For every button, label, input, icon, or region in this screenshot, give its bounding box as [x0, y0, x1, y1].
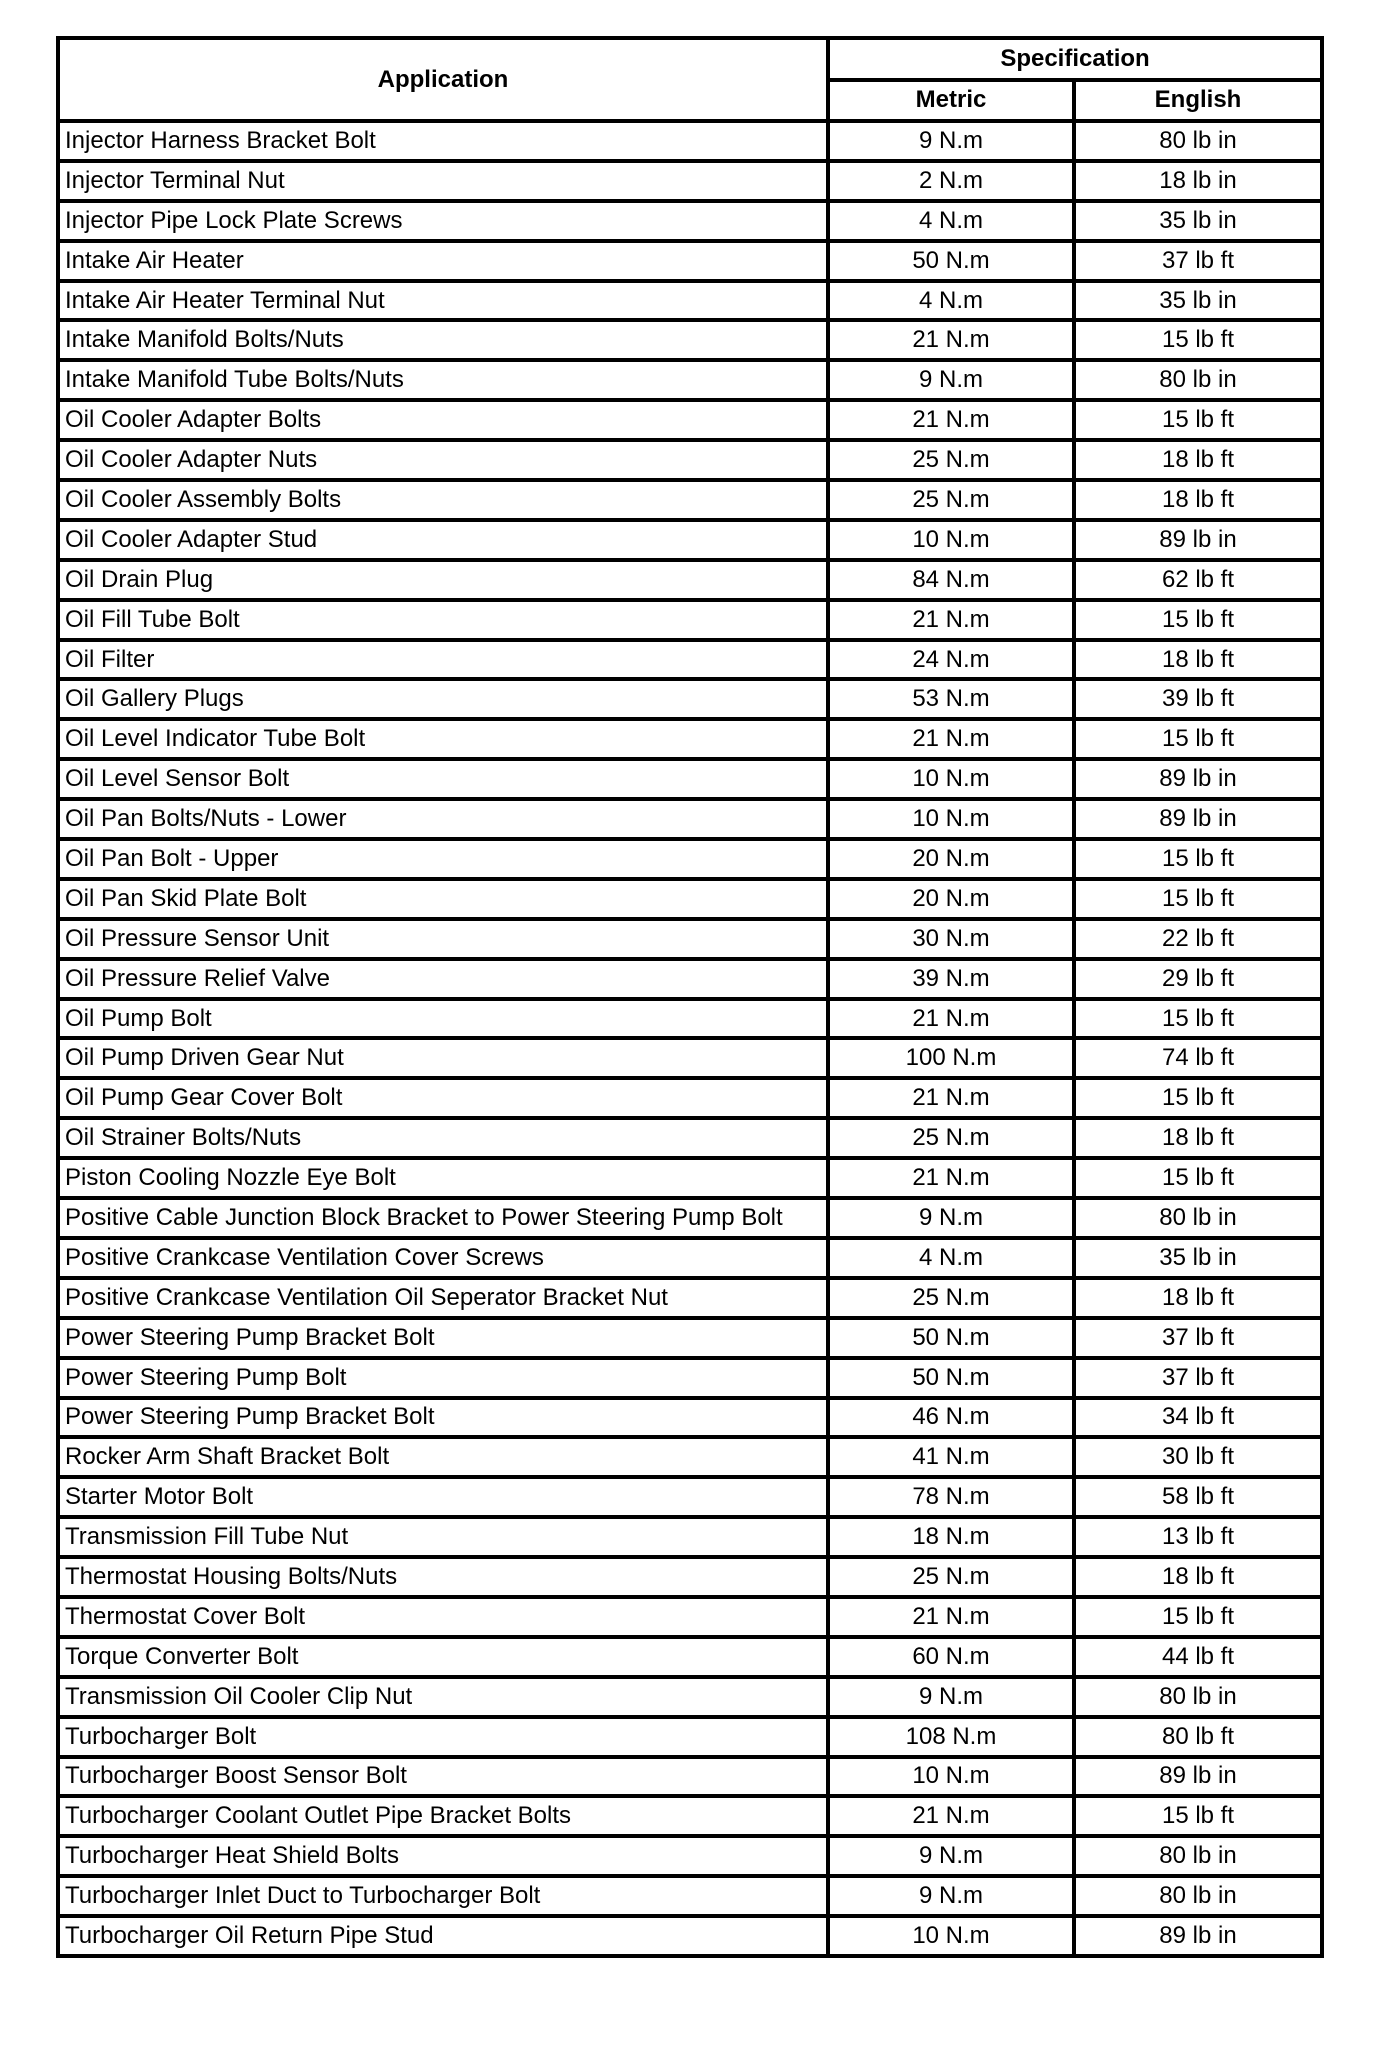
- application-cell: Injector Pipe Lock Plate Screws: [58, 201, 828, 241]
- table-row: [58, 600, 1322, 640]
- table-row: [58, 999, 1322, 1039]
- english-cell: 89 lb in: [1074, 1916, 1322, 1956]
- table-row: [58, 959, 1322, 999]
- table-row: [58, 1358, 1322, 1398]
- table-row: [58, 759, 1322, 799]
- english-cell: 37 lb ft: [1074, 1318, 1322, 1358]
- table-row: [58, 1038, 1322, 1078]
- metric-cell: 39 N.m: [828, 959, 1074, 999]
- application-cell: Intake Manifold Bolts/Nuts: [58, 320, 828, 360]
- metric-cell: 21 N.m: [828, 1796, 1074, 1836]
- english-cell: 18 lb ft: [1074, 1278, 1322, 1318]
- application-cell: Oil Pressure Sensor Unit: [58, 919, 828, 959]
- metric-cell: 25 N.m: [828, 1557, 1074, 1597]
- table-row: [58, 1637, 1322, 1677]
- table-row: [58, 1597, 1322, 1637]
- application-cell: Injector Harness Bracket Bolt: [58, 121, 828, 161]
- application-cell: Transmission Fill Tube Nut: [58, 1517, 828, 1557]
- application-cell: Thermostat Housing Bolts/Nuts: [58, 1557, 828, 1597]
- table-row: [58, 879, 1322, 919]
- english-cell: 15 lb ft: [1074, 400, 1322, 440]
- table-row: [58, 1796, 1322, 1836]
- metric-cell: 21 N.m: [828, 400, 1074, 440]
- table-row: [58, 719, 1322, 759]
- english-cell: 35 lb in: [1074, 201, 1322, 241]
- table-row: [58, 1238, 1322, 1278]
- metric-cell: 50 N.m: [828, 241, 1074, 281]
- metric-cell: 21 N.m: [828, 719, 1074, 759]
- english-cell: 15 lb ft: [1074, 719, 1322, 759]
- english-cell: 58 lb ft: [1074, 1477, 1322, 1517]
- english-header: English: [1074, 80, 1322, 122]
- application-header: Application: [58, 38, 828, 121]
- metric-cell: 50 N.m: [828, 1318, 1074, 1358]
- english-cell: 80 lb in: [1074, 360, 1322, 400]
- metric-cell: 2 N.m: [828, 161, 1074, 201]
- application-cell: Turbocharger Oil Return Pipe Stud: [58, 1916, 828, 1956]
- english-cell: 74 lb ft: [1074, 1038, 1322, 1078]
- english-cell: 15 lb ft: [1074, 600, 1322, 640]
- english-cell: 15 lb ft: [1074, 879, 1322, 919]
- metric-cell: 4 N.m: [828, 201, 1074, 241]
- english-cell: 89 lb in: [1074, 799, 1322, 839]
- metric-cell: 21 N.m: [828, 999, 1074, 1039]
- english-cell: 15 lb ft: [1074, 1796, 1322, 1836]
- application-cell: Intake Manifold Tube Bolts/Nuts: [58, 360, 828, 400]
- table-row: [58, 839, 1322, 879]
- application-cell: Power Steering Pump Bracket Bolt: [58, 1398, 828, 1438]
- table-row: [58, 1557, 1322, 1597]
- metric-cell: 9 N.m: [828, 121, 1074, 161]
- application-cell: Oil Pressure Relief Valve: [58, 959, 828, 999]
- table-row: [58, 1158, 1322, 1198]
- metric-cell: 84 N.m: [828, 560, 1074, 600]
- metric-cell: 9 N.m: [828, 1876, 1074, 1916]
- english-cell: 62 lb ft: [1074, 560, 1322, 600]
- english-cell: 15 lb ft: [1074, 320, 1322, 360]
- english-cell: 44 lb ft: [1074, 1637, 1322, 1677]
- table-row: [58, 241, 1322, 281]
- table-row: [58, 520, 1322, 560]
- application-cell: Positive Cable Junction Block Bracket to Power Steering Pump Bolt: [58, 1198, 828, 1238]
- table-row: [58, 201, 1322, 241]
- metric-cell: 25 N.m: [828, 1278, 1074, 1318]
- metric-cell: 41 N.m: [828, 1437, 1074, 1477]
- specification-header: Specification: [828, 38, 1322, 80]
- table-row: [58, 121, 1322, 161]
- english-cell: 15 lb ft: [1074, 999, 1322, 1039]
- application-cell: Turbocharger Bolt: [58, 1717, 828, 1757]
- application-cell: Oil Gallery Plugs: [58, 679, 828, 719]
- application-cell: Rocker Arm Shaft Bracket Bolt: [58, 1437, 828, 1477]
- application-cell: Oil Pan Bolt - Upper: [58, 839, 828, 879]
- application-cell: Oil Fill Tube Bolt: [58, 600, 828, 640]
- application-cell: Oil Pan Skid Plate Bolt: [58, 879, 828, 919]
- english-cell: 89 lb in: [1074, 759, 1322, 799]
- english-cell: 35 lb in: [1074, 1238, 1322, 1278]
- table-row: [58, 1717, 1322, 1757]
- metric-cell: 4 N.m: [828, 1238, 1074, 1278]
- metric-cell: 25 N.m: [828, 440, 1074, 480]
- english-cell: 37 lb ft: [1074, 241, 1322, 281]
- application-cell: Intake Air Heater: [58, 241, 828, 281]
- metric-cell: 60 N.m: [828, 1637, 1074, 1677]
- english-cell: 37 lb ft: [1074, 1358, 1322, 1398]
- metric-cell: 9 N.m: [828, 1836, 1074, 1876]
- english-cell: 39 lb ft: [1074, 679, 1322, 719]
- english-cell: 15 lb ft: [1074, 1597, 1322, 1637]
- application-cell: Oil Pump Bolt: [58, 999, 828, 1039]
- metric-cell: 78 N.m: [828, 1477, 1074, 1517]
- application-cell: Oil Filter: [58, 640, 828, 680]
- table-row: [58, 400, 1322, 440]
- metric-cell: 21 N.m: [828, 1597, 1074, 1637]
- metric-cell: 10 N.m: [828, 1757, 1074, 1797]
- application-cell: Intake Air Heater Terminal Nut: [58, 281, 828, 321]
- table-header: [58, 38, 1322, 121]
- application-cell: Thermostat Cover Bolt: [58, 1597, 828, 1637]
- english-cell: 15 lb ft: [1074, 839, 1322, 879]
- table-row: [58, 1437, 1322, 1477]
- table-body: [58, 121, 1322, 1956]
- application-cell: Positive Crankcase Ventilation Oil Seperator Bracket Nut: [58, 1278, 828, 1318]
- table-row: [58, 1477, 1322, 1517]
- metric-cell: 100 N.m: [828, 1038, 1074, 1078]
- torque-spec-table: [56, 36, 1324, 1958]
- table-row: [58, 1876, 1322, 1916]
- application-cell: Turbocharger Heat Shield Bolts: [58, 1836, 828, 1876]
- metric-cell: 25 N.m: [828, 1118, 1074, 1158]
- application-cell: Piston Cooling Nozzle Eye Bolt: [58, 1158, 828, 1198]
- english-cell: 30 lb ft: [1074, 1437, 1322, 1477]
- table-row: [58, 919, 1322, 959]
- table-row: [58, 161, 1322, 201]
- application-cell: Oil Cooler Adapter Bolts: [58, 400, 828, 440]
- metric-cell: 10 N.m: [828, 799, 1074, 839]
- english-cell: 18 lb ft: [1074, 640, 1322, 680]
- english-cell: 80 lb in: [1074, 1876, 1322, 1916]
- table-row: [58, 1757, 1322, 1797]
- english-cell: 18 lb ft: [1074, 1118, 1322, 1158]
- application-cell: Turbocharger Inlet Duct to Turbocharger Bolt: [58, 1876, 828, 1916]
- english-cell: 18 lb in: [1074, 161, 1322, 201]
- table-row: [58, 320, 1322, 360]
- application-cell: Starter Motor Bolt: [58, 1477, 828, 1517]
- application-cell: Torque Converter Bolt: [58, 1637, 828, 1677]
- metric-cell: 10 N.m: [828, 520, 1074, 560]
- application-cell: Oil Pump Gear Cover Bolt: [58, 1078, 828, 1118]
- metric-cell: 30 N.m: [828, 919, 1074, 959]
- table-row: [58, 440, 1322, 480]
- english-cell: 18 lb ft: [1074, 440, 1322, 480]
- metric-cell: 24 N.m: [828, 640, 1074, 680]
- table-row: [58, 480, 1322, 520]
- english-cell: 29 lb ft: [1074, 959, 1322, 999]
- application-cell: Oil Cooler Adapter Stud: [58, 520, 828, 560]
- application-cell: Oil Pump Driven Gear Nut: [58, 1038, 828, 1078]
- english-cell: 34 lb ft: [1074, 1398, 1322, 1438]
- application-cell: Oil Cooler Assembly Bolts: [58, 480, 828, 520]
- application-cell: Oil Cooler Adapter Nuts: [58, 440, 828, 480]
- english-cell: 80 lb in: [1074, 1677, 1322, 1717]
- metric-cell: 18 N.m: [828, 1517, 1074, 1557]
- english-cell: 15 lb ft: [1074, 1078, 1322, 1118]
- application-cell: Oil Pan Bolts/Nuts - Lower: [58, 799, 828, 839]
- metric-cell: 50 N.m: [828, 1358, 1074, 1398]
- metric-cell: 20 N.m: [828, 879, 1074, 919]
- metric-cell: 21 N.m: [828, 320, 1074, 360]
- table-row: [58, 1278, 1322, 1318]
- application-cell: Oil Level Indicator Tube Bolt: [58, 719, 828, 759]
- table-row: [58, 1677, 1322, 1717]
- metric-cell: 4 N.m: [828, 281, 1074, 321]
- application-cell: Turbocharger Boost Sensor Bolt: [58, 1757, 828, 1797]
- english-cell: 13 lb ft: [1074, 1517, 1322, 1557]
- application-cell: Power Steering Pump Bolt: [58, 1358, 828, 1398]
- english-cell: 80 lb ft: [1074, 1717, 1322, 1757]
- application-cell: Transmission Oil Cooler Clip Nut: [58, 1677, 828, 1717]
- application-cell: Positive Crankcase Ventilation Cover Screws: [58, 1238, 828, 1278]
- table-row: [58, 360, 1322, 400]
- english-cell: 15 lb ft: [1074, 1158, 1322, 1198]
- table-row: [58, 1118, 1322, 1158]
- metric-cell: 21 N.m: [828, 600, 1074, 640]
- metric-header: Metric: [828, 80, 1074, 122]
- metric-cell: 21 N.m: [828, 1078, 1074, 1118]
- table-row: [58, 1836, 1322, 1876]
- metric-cell: 21 N.m: [828, 1158, 1074, 1198]
- metric-cell: 9 N.m: [828, 1677, 1074, 1717]
- metric-cell: 53 N.m: [828, 679, 1074, 719]
- table-row: [58, 679, 1322, 719]
- table-row: [58, 1916, 1322, 1956]
- english-cell: 89 lb in: [1074, 1757, 1322, 1797]
- application-cell: Turbocharger Coolant Outlet Pipe Bracket Bolts: [58, 1796, 828, 1836]
- english-cell: 22 lb ft: [1074, 919, 1322, 959]
- table-row: [58, 1078, 1322, 1118]
- application-cell: Power Steering Pump Bracket Bolt: [58, 1318, 828, 1358]
- english-cell: 18 lb ft: [1074, 1557, 1322, 1597]
- metric-cell: 9 N.m: [828, 1198, 1074, 1238]
- table-row: [58, 799, 1322, 839]
- metric-cell: 20 N.m: [828, 839, 1074, 879]
- metric-cell: 9 N.m: [828, 360, 1074, 400]
- metric-cell: 25 N.m: [828, 480, 1074, 520]
- application-cell: Oil Drain Plug: [58, 560, 828, 600]
- metric-cell: 10 N.m: [828, 1916, 1074, 1956]
- application-cell: Oil Level Sensor Bolt: [58, 759, 828, 799]
- table-row: [58, 1318, 1322, 1358]
- metric-cell: 108 N.m: [828, 1717, 1074, 1757]
- application-cell: Oil Strainer Bolts/Nuts: [58, 1118, 828, 1158]
- english-cell: 80 lb in: [1074, 121, 1322, 161]
- table-row: [58, 1517, 1322, 1557]
- metric-cell: 46 N.m: [828, 1398, 1074, 1438]
- metric-cell: 10 N.m: [828, 759, 1074, 799]
- table-row: [58, 281, 1322, 321]
- table-row: [58, 1398, 1322, 1438]
- table-row: [58, 1198, 1322, 1238]
- table-row: [58, 640, 1322, 680]
- english-cell: 18 lb ft: [1074, 480, 1322, 520]
- english-cell: 89 lb in: [1074, 520, 1322, 560]
- table-row: [58, 560, 1322, 600]
- english-cell: 35 lb in: [1074, 281, 1322, 321]
- english-cell: 80 lb in: [1074, 1836, 1322, 1876]
- english-cell: 80 lb in: [1074, 1198, 1322, 1238]
- application-cell: Injector Terminal Nut: [58, 161, 828, 201]
